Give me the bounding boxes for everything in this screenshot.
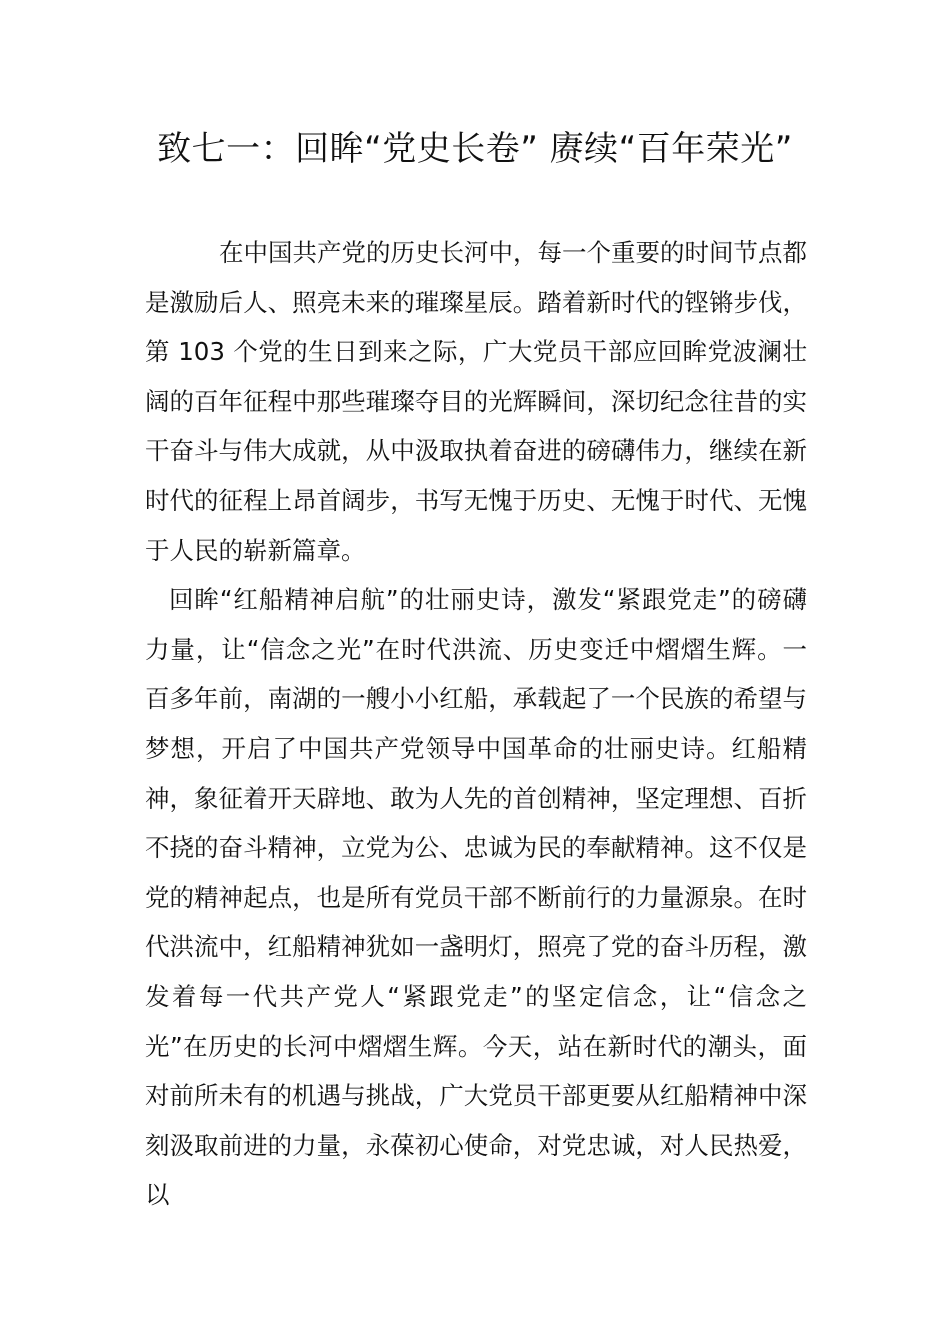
paragraph-red-boat-spirit: 回眸“红船精神启航”的壮丽史诗，激发“紧跟党走”的磅礴力量，让“信念之光”在时代洪流、历史变迁中熠熠生辉。一百多年前，南湖的一艘小小红船，承载起了一个民族的希望与梦想，开启了中国共产党领导中国革命的壮丽史诗。红船精神，象征着开天辟地、敢为人先的首创精神，坚定理想、百折不挠的奋斗精神，立党为公、忠诚为民的奉献精神。这不仅是党的精神起点，也是所有党员干部不断前行的力量源泉。在时代洪流中，红船精神犹如一盏明灯，照亮了党的奋斗历程，激发着每一代共产党人“紧跟党走”的坚定信念，让“信念之光”在历史的长河中熠熠生辉。今天，站在新时代的潮头，面对前所未有的机遇与挑战，广大党员干部更要从红船精神中深刻汲取前进的力量，永葆初心使命，对党忠诚，对人民热爱，以	[145, 585, 807, 1210]
document-body	[145, 228, 807, 1220]
paragraph-intro: 在中国共产党的历史长河中，每一个重要的时间节点都是激励后人、照亮未来的璀璨星辰。踏着新时代的铿锵步伐，第 103 个党的生日到来之际，广大党员干部应回眸党波澜壮阔的百年征程中那些璀璨夺目的光辉瞬间，深切纪念往昔的实干奋斗与伟大成就，从中汲取执着奋进的磅礴伟力，继续在新时代的征程上昂首阔步，书写无愧于历史、无愧于时代、无愧于人民的崭新篇章。	[145, 238, 807, 565]
document-title: 致七一：回眸“党史长卷” 赓续“百年荣光”	[157, 129, 793, 169]
